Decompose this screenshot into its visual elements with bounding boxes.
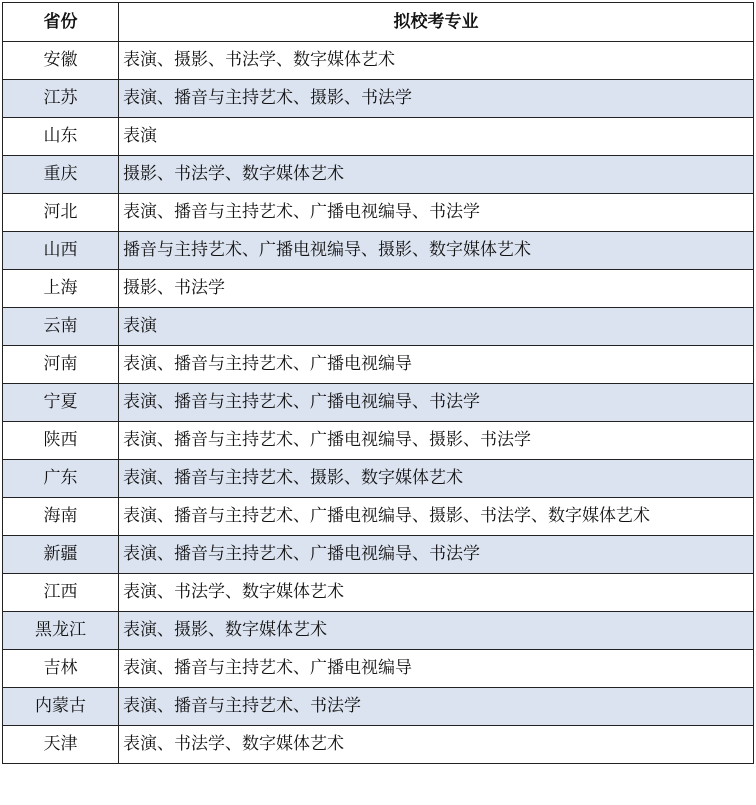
table-header-row (3, 3, 754, 42)
majors-table (2, 2, 754, 764)
header-province: 省份 (3, 3, 119, 42)
province-cell: 重庆 (3, 156, 119, 194)
table-row (3, 384, 754, 422)
province-cell: 江苏 (3, 80, 119, 118)
table-row (3, 118, 754, 156)
table-row (3, 308, 754, 346)
table-body (3, 42, 754, 764)
province-cell: 河北 (3, 194, 119, 232)
majors-cell: 表演、播音与主持艺术、摄影、书法学 (119, 80, 754, 118)
majors-cell: 表演、摄影、数字媒体艺术 (119, 612, 754, 650)
table-row (3, 346, 754, 384)
province-cell: 新疆 (3, 536, 119, 574)
province-cell: 海南 (3, 498, 119, 536)
majors-cell: 表演、播音与主持艺术、广播电视编导、书法学 (119, 194, 754, 232)
province-cell: 山西 (3, 232, 119, 270)
majors-cell: 表演 (119, 308, 754, 346)
table-row (3, 536, 754, 574)
majors-cell: 摄影、书法学 (119, 270, 754, 308)
table-row (3, 270, 754, 308)
table-row (3, 612, 754, 650)
table-row (3, 156, 754, 194)
table-row (3, 194, 754, 232)
province-cell: 吉林 (3, 650, 119, 688)
province-cell: 山东 (3, 118, 119, 156)
majors-cell: 表演、播音与主持艺术、广播电视编导 (119, 650, 754, 688)
majors-table-container (2, 2, 753, 764)
province-cell: 云南 (3, 308, 119, 346)
majors-cell: 表演、播音与主持艺术、广播电视编导、摄影、书法学 (119, 422, 754, 460)
province-cell: 上海 (3, 270, 119, 308)
province-cell: 安徽 (3, 42, 119, 80)
province-cell: 广东 (3, 460, 119, 498)
province-cell: 宁夏 (3, 384, 119, 422)
table-row (3, 80, 754, 118)
majors-cell: 表演、书法学、数字媒体艺术 (119, 574, 754, 612)
table-row (3, 688, 754, 726)
province-cell: 黑龙江 (3, 612, 119, 650)
province-cell: 天津 (3, 726, 119, 764)
table-row (3, 232, 754, 270)
province-cell: 陕西 (3, 422, 119, 460)
majors-cell: 表演、摄影、书法学、数字媒体艺术 (119, 42, 754, 80)
header-majors: 拟校考专业 (119, 3, 754, 42)
province-cell: 内蒙古 (3, 688, 119, 726)
province-cell: 河南 (3, 346, 119, 384)
table-row (3, 574, 754, 612)
majors-cell: 播音与主持艺术、广播电视编导、摄影、数字媒体艺术 (119, 232, 754, 270)
majors-cell: 表演、书法学、数字媒体艺术 (119, 726, 754, 764)
table-row (3, 460, 754, 498)
majors-cell: 表演、播音与主持艺术、书法学 (119, 688, 754, 726)
majors-cell: 表演、播音与主持艺术、广播电视编导、摄影、书法学、数字媒体艺术 (119, 498, 754, 536)
table-row (3, 726, 754, 764)
majors-cell: 表演、播音与主持艺术、广播电视编导、书法学 (119, 536, 754, 574)
majors-cell: 表演 (119, 118, 754, 156)
table-row (3, 42, 754, 80)
majors-cell: 表演、播音与主持艺术、广播电视编导 (119, 346, 754, 384)
majors-cell: 表演、播音与主持艺术、摄影、数字媒体艺术 (119, 460, 754, 498)
majors-cell: 摄影、书法学、数字媒体艺术 (119, 156, 754, 194)
table-row (3, 498, 754, 536)
table-row (3, 650, 754, 688)
table-row (3, 422, 754, 460)
majors-cell: 表演、播音与主持艺术、广播电视编导、书法学 (119, 384, 754, 422)
province-cell: 江西 (3, 574, 119, 612)
